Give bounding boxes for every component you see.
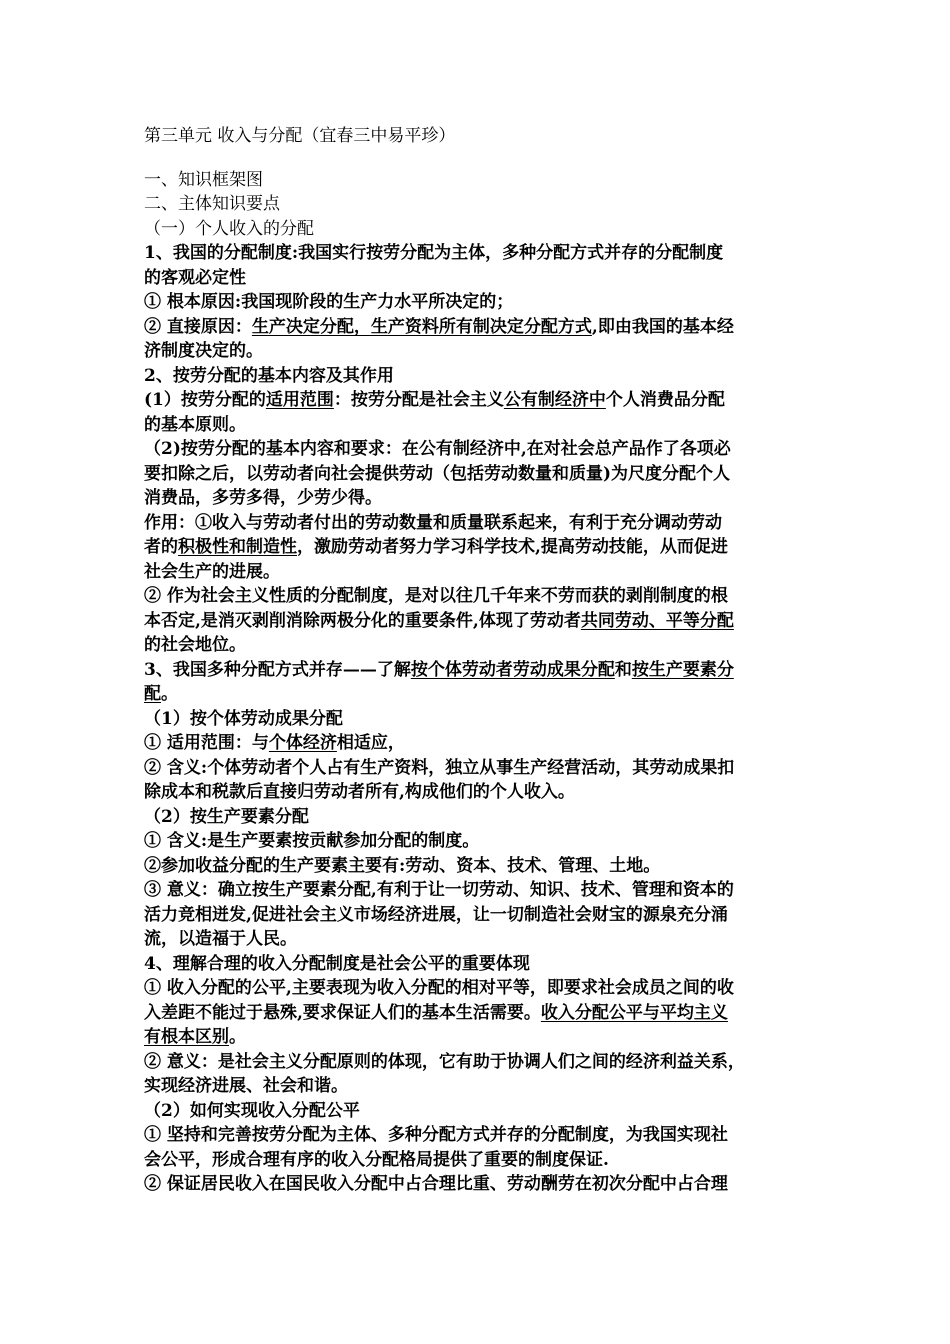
text-segment: 1、我国的分配制度:我国实行按劳分配为主体，多种分配方式并存的分配制度: [144, 243, 724, 263]
text-line: [144, 780, 810, 805]
text-segment: （2)按劳分配的基本内容和要求：在公有制经济中,在对社会总产品作了各项必: [144, 439, 731, 459]
text-segment: ② 含义:个体劳动者个人占有生产资料，独立从事生产经营活动，其劳动成果扣: [144, 757, 735, 778]
text-segment: 2、按劳分配的基本内容及其作用: [144, 365, 394, 386]
text-line: [144, 584, 810, 609]
underlined-text: 个体经济: [268, 733, 337, 753]
text-line: [144, 829, 810, 854]
text-line: [144, 364, 810, 389]
text-line: [144, 1050, 810, 1075]
underlined-text: 公有制经济中: [503, 390, 606, 410]
text-line: [144, 535, 810, 560]
text-segment: 要扣除之后，以劳动者向社会提供劳动（包括劳动数量和质量)为尺度分配个人: [144, 463, 731, 484]
text-line: [144, 1001, 810, 1026]
text-segment: 。: [229, 1027, 246, 1047]
text-segment: 济制度决定的。: [144, 341, 263, 361]
text-segment: 作用：①收入与劳动者付出的劳动数量和质量联系起来，有利于充分调动劳动: [144, 512, 722, 533]
text-line: [144, 609, 810, 634]
text-line: [144, 339, 810, 364]
text-segment: （2）如何实现收入分配公平: [144, 1100, 360, 1121]
text-line: [144, 511, 810, 536]
text-segment: ① 坚持和完善按劳分配为主体、多种分配方式并存的分配制度，为我国实现社: [144, 1125, 728, 1145]
text-segment: 消费品，多劳多得，少劳少得。: [144, 488, 382, 508]
text-segment: ① 根本原因:我国现阶段的生产力水平所决定的；: [144, 292, 514, 312]
text-line: [144, 1025, 810, 1050]
text-segment: ,即由我国的基本经: [591, 316, 734, 337]
text-segment: 和: [614, 659, 632, 680]
text-line: [144, 290, 810, 315]
text-line: [144, 976, 810, 1001]
text-line: [144, 756, 810, 781]
text-line: [144, 1172, 810, 1197]
text-segment: 一、知识框架图: [144, 169, 263, 190]
text-line: [144, 658, 810, 683]
text-segment: 的客观必定性: [144, 267, 246, 288]
text-line: [144, 878, 810, 903]
text-line: [144, 952, 810, 977]
text-line: [144, 731, 810, 756]
text-segment: ② 直接原因：: [144, 316, 252, 337]
text-segment: (1）按劳分配的: [144, 390, 266, 410]
text-line: [144, 927, 810, 952]
text-segment: ，激励劳动者努力学习科学技术,提高劳动技能，从而促进: [297, 537, 728, 557]
document-page: [144, 124, 810, 1197]
text-segment: 3、我国多种分配方式并存——了解: [144, 659, 411, 680]
text-segment: ① 含义:是生产要素按贡献参加分配的制度。: [144, 831, 480, 851]
underlined-text: 适用范围: [265, 390, 334, 410]
text-segment: 。: [161, 684, 178, 704]
text-segment: 实现经济进展、社会和谐。: [144, 1076, 348, 1096]
text-line: [144, 168, 810, 193]
text-line: [144, 682, 810, 707]
text-segment: ：按劳分配是社会主义: [333, 390, 504, 410]
text-segment: （一）个人收入的分配: [144, 218, 314, 239]
document-body: [144, 168, 810, 1197]
text-segment: 社会生产的进展。: [144, 561, 280, 582]
text-segment: 除成本和税款后直接归劳动者所有,构成他们的个人收入。: [144, 782, 575, 802]
text-segment: 4、理解合理的收入分配制度是社会公平的重要体现: [144, 953, 530, 974]
underlined-text: 有根本区别: [144, 1027, 229, 1047]
text-line: [144, 854, 810, 879]
text-segment: ② 作为社会主义性质的分配制度，是对以往几千年来不劳而获的剥削制度的根: [144, 586, 728, 606]
text-segment: ② 保证居民收入在国民收入分配中占合理比重、劳动酬劳在初次分配中占合理: [144, 1174, 728, 1194]
text-line: [144, 707, 810, 732]
text-line: [144, 192, 810, 217]
text-line: [144, 266, 810, 291]
text-line: [144, 560, 810, 585]
document-title: 第三单元 收入与分配（宜春三中易平珍）: [144, 126, 456, 146]
underlined-text: 共同劳动、平等分配: [580, 610, 734, 631]
text-segment: ② 意义：是社会主义分配原则的体现，它有助于协调人们之间的经济利益关系，: [144, 1051, 745, 1072]
text-line: [144, 437, 810, 462]
text-line: [144, 315, 810, 340]
text-line: [144, 633, 810, 658]
underlined-text: 按生产要素分: [631, 659, 734, 680]
text-line: [144, 1099, 810, 1124]
underlined-text: 收入分配公平与平均主义: [540, 1002, 728, 1023]
text-segment: ① 收入分配的公平,主要表现为收入分配的相对平等，即要求社会成员之间的收: [144, 978, 734, 998]
text-segment: 个人消费品分配: [605, 390, 725, 410]
text-segment: 流，以造福于人民。: [144, 929, 297, 949]
text-segment: 二、主体知识要点: [144, 194, 280, 214]
text-line: [144, 413, 810, 438]
text-line: [144, 388, 810, 413]
text-segment: 的基本原则。: [144, 414, 246, 435]
text-line: [144, 805, 810, 830]
text-segment: ③ 意义：确立按生产要素分配,有利于让一切劳动、知识、技术、管理和资本的: [144, 880, 734, 900]
text-line: [144, 241, 810, 266]
text-segment: 会公平，形成合理有序的收入分配格局提供了重要的制度保证.: [144, 1149, 609, 1170]
underlined-text: 配: [144, 684, 161, 704]
text-segment: 本否定,是消灭剥削消除两极分化的重要条件,体现了劳动者: [144, 610, 581, 631]
text-line: [144, 1123, 810, 1148]
text-segment: 者的: [144, 537, 178, 557]
text-segment: ① 适用范围：与: [144, 733, 269, 753]
text-segment: ②参加收益分配的生产要素主要有:劳动、资本、技术、管理、土地。: [144, 855, 661, 876]
underlined-text: 生产决定分配，生产资料所有制决定分配方式: [251, 316, 592, 337]
text-segment: 入差距不能过于悬殊,要求保证人们的基本生活需要。: [144, 1002, 541, 1023]
text-segment: 的社会地位。: [144, 635, 246, 655]
text-segment: 相适应，: [336, 733, 405, 753]
underlined-text: 按个体劳动者劳动成果分配: [410, 659, 615, 680]
text-line: [144, 217, 810, 242]
underlined-text: 积极性和制造性: [178, 537, 297, 557]
text-line: [144, 462, 810, 487]
text-line: [144, 1148, 810, 1173]
text-line: [144, 903, 810, 928]
text-segment: （1）按个体劳动成果分配: [144, 708, 343, 729]
text-segment: 活力竞相迸发,促进社会主义市场经济进展，让一切制造社会财宝的源泉充分涌: [144, 904, 728, 925]
text-line: [144, 1074, 810, 1099]
text-line: [144, 486, 810, 511]
text-segment: （2）按生产要素分配: [144, 806, 309, 827]
